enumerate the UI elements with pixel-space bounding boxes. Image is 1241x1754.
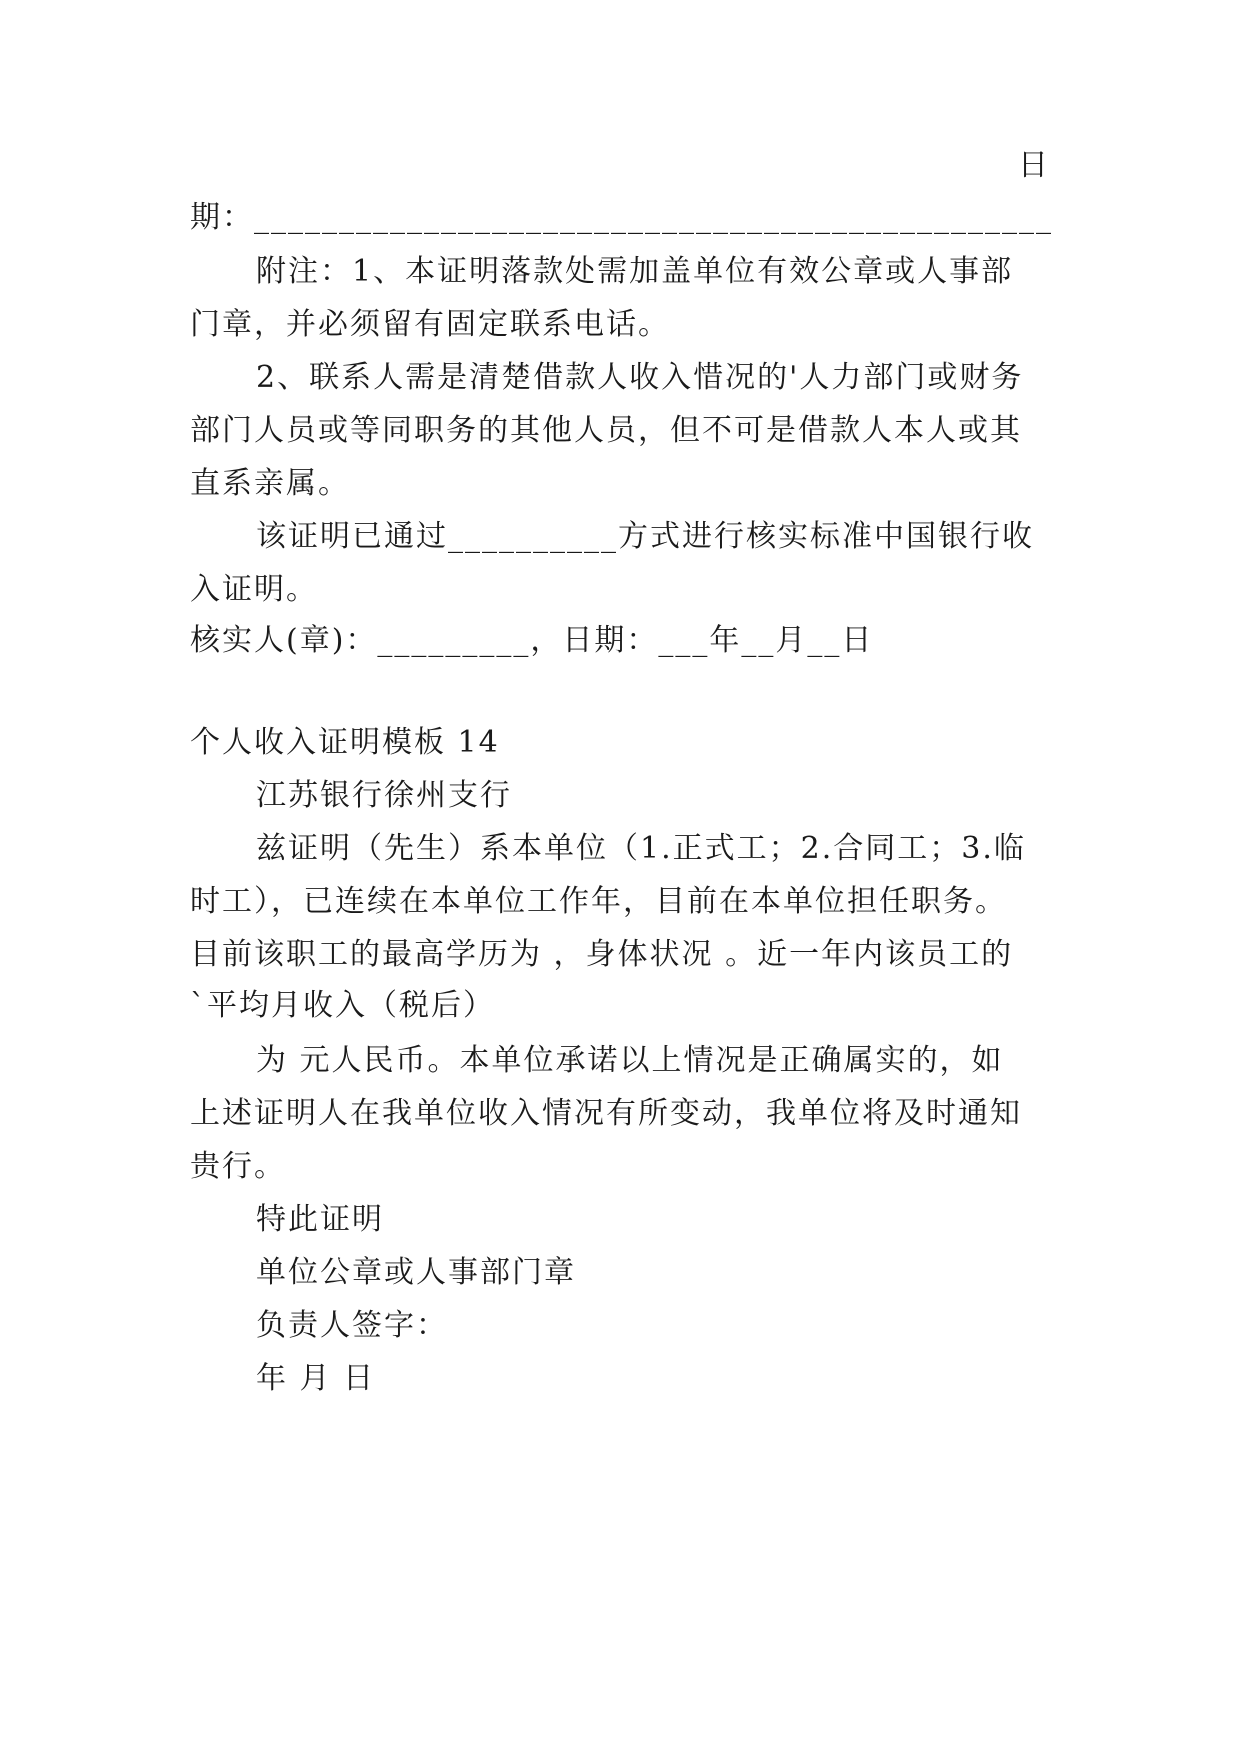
certificate-body-line-3: 目前该职工的最高学历为 ，身体状况 。近一年内该员工的 [190,937,1014,972]
seal-label: 单位公章或人事部门章 [256,1255,576,1290]
date-label-part-2: 期：_______________________________________________ [190,200,1053,235]
certificate-body-line-5: 为 元人民币。本单位承诺以上情况是正确属实的，如 [256,1043,1004,1078]
note-item-2-line-3: 直系亲属。 [190,466,350,501]
verification-line-1: 该证明已通过__________方式进行核实标准中国银行收 [256,519,1034,554]
note-item-2-line-1: 2、联系人需是清楚借款人收入惜况的'人力部门或财务 [256,360,1024,395]
note-item-1-line-1: 附注：1、本证明落款处需加盖单位有效公章或人事部 [256,254,1014,289]
date-label-part-1: 日 [1018,148,1050,183]
verification-line-2: 入证明。 [190,572,318,607]
note-item-2-line-2: 部门人员或等同职务的其他人员，但不可是借款人本人或其 [190,413,1022,448]
closing-statement: 特此证明 [256,1202,384,1237]
date-fields: 年 月 日 [256,1361,376,1396]
certificate-body-line-1: 兹证明（先生）系本单位（1.正式工；2.合同工；3.临 [256,831,1026,866]
certificate-body-line-6: 上述证明人在我单位收入情况有所变动，我单位将及时通知 [190,1096,1022,1131]
certificate-body-line-2: 时工），已连续在本单位工作年，目前在本单位担任职务。 [190,884,1007,919]
certificate-body-line-7: 贵行。 [190,1149,286,1184]
signature-label: 负责人签字： [256,1308,448,1343]
bank-name: 江苏银行徐州支行 [256,778,512,813]
note-item-1-line-2: 门章，并必须留有固定联系电话。 [190,307,670,342]
template-title: 个人收入证明模板 14 [190,725,500,760]
verifier-line: 核实人(章)：_________，日期：___年__月__日 [190,623,874,658]
certificate-body-line-4: `平均月收入（税后） [190,988,495,1023]
